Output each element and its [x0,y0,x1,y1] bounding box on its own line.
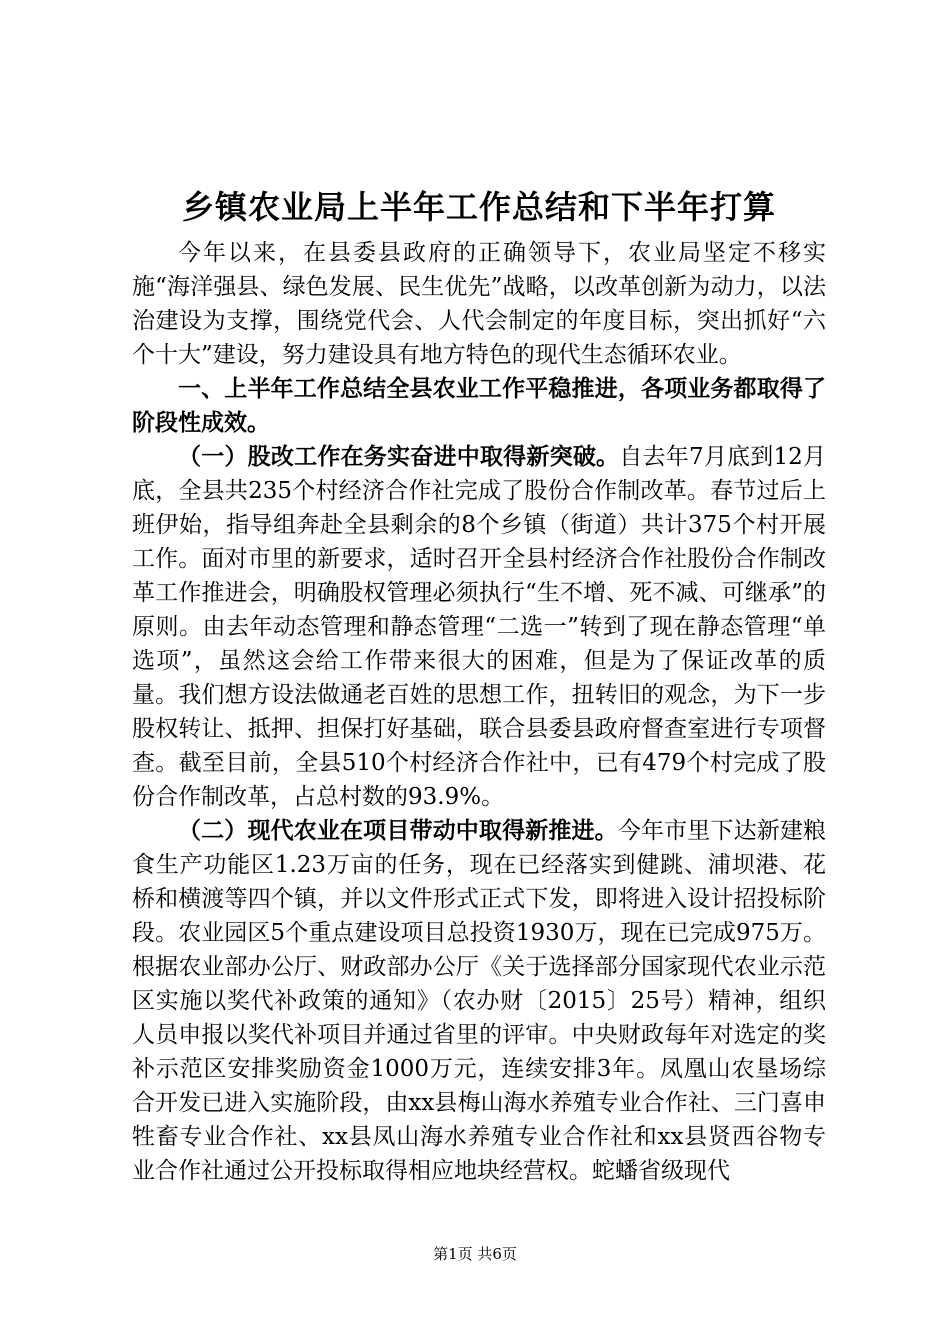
page-footer: 第1页 共6页 [433,1245,517,1263]
subsection-2-heading: （二）现代农业在项目带动中取得新推进。 [178,817,618,844]
intro-paragraph: 今年以来，在县委县政府的正确领导下，农业局坚定不移实施“海洋强县、绿色发展、民生优先”战略，以改革创新为动力，以法治建设为支撑，围绕党代会、人代会制定的年度目标，突出抓好“六个十大”建设，努力建设具有地方特色的现代生态循环农业。 [132,240,826,368]
section-heading-1: 一、上半年工作总结全县农业工作平稳推进，各项业务都取得了阶段性成效。 [132,375,826,436]
subsection-2-body: 今年市里下达新建粮食生产功能区1.23万亩的任务，现在已经落实到健跳、浦坝港、花桥和横渡等四个镇，并以文件形式正式下发，即将进入设计招投标阶段。农业园区5个重点建设项目总投资1930万，现在已完成975万。根据农业部办公厅、财政部办公厅《关于选择部分国家现代农业示范区实施以奖代补政策的通知》（农办财〔2015〕25号）精神，组织人员申报以奖代补项目并通过省里的评审。中央财政每年对选定的奖补示范区安排奖励资金1000万元，连续安排3年。凤凰山农垦场综合开发已进入实施阶段，由xx县梅山海水养殖专业合作社、三门喜申牲畜专业合作社、xx县凤山海水养殖专业合作社和xx县贤西谷物专业合作社通过公开投标取得相应地块经营权。蛇蟠省级现代 [132,818,827,1184]
document-page [132,184,826,1188]
document-title: 乡镇农业局上半年工作总结和下半年打算 [181,188,776,226]
subsection-1-heading: （一）股改工作在务实奋进中取得新突破。 [178,443,620,470]
subsection-1-body: 自去年7月底到12月底，全县共235个村经济合作社完成了股份合作制改革。春节过后上班伊始，指导组奔赴全县剩余的8个乡镇（街道）共计375个村开展工作。面对市里的新要求，适时召开全县村经济合作社股份合作制改革工作推进会，明确股权管理必须执行“生不增、死不减、可继承”的原则。由去年动态管理和静态管理“二选一”转到了现在静态管理“单选项”，虽然这会给工作带来很大的困难，但是为了保证改革的质量。我们想方设法做通老百姓的思想工作，扭转旧的观念，为下一步股权转让、抵押、担保打好基础，联合县委县政府督查室进行专项督查。截至目前，全县510个村经济合作社中，已有479个村完成了股份合作制改革，占总村数的93.9%。 [132,444,827,810]
subsection-2-paragraph [132,814,826,1188]
subsection-1-paragraph [132,440,826,814]
